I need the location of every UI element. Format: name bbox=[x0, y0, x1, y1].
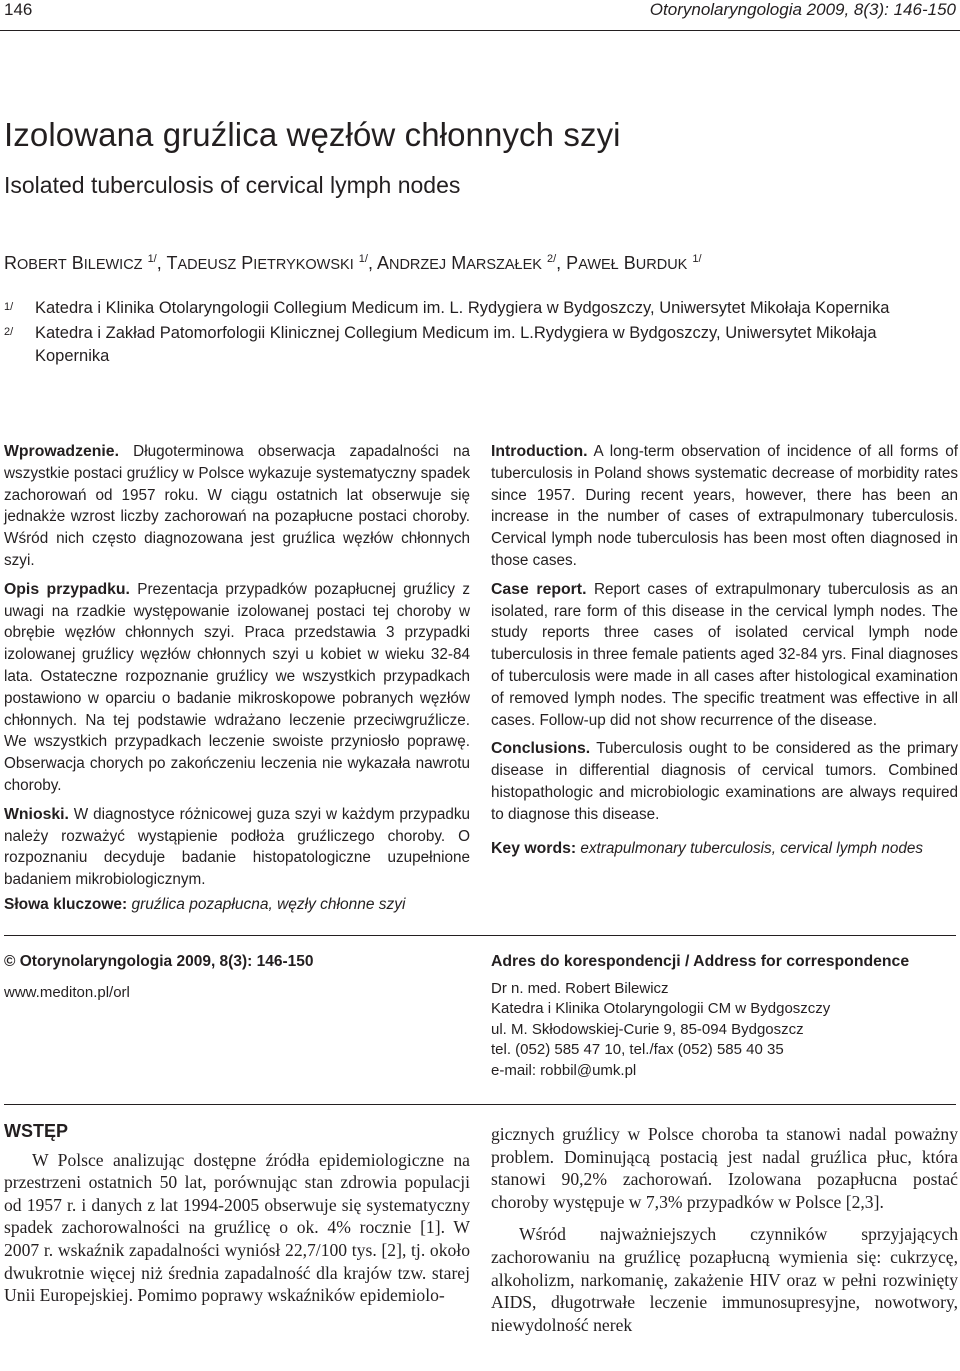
abstract-conclusions: Conclusions. Tuberculosis ought to be considered as the primary disease in differential diagnosis of cervical tumors. Combined histopathologic and microbiologic examinations are always required to diagnose this disease. bbox=[491, 740, 958, 823]
abstract-intro: Wprowadzenie. Długoterminowa obserwacja zapadalności na wszystkie postaci gruźlicy w Polsce wykazuje systematyczny spadek zachorowań od 1957 roku. W ciągu ostatnich lat obserwuje się jednakże wzrost liczby zachorowań na pozapłucne postaci choroby. Wśród nich często diagnozowana jest gruźlica węzłów chłonnych szyi. bbox=[4, 443, 470, 569]
abstract-case: Case report. Report cases of extrapulmonary tuberculosis as an isolated, rare form of this disease in the cervical lymph nodes. The study reports three cases of isolated cervical lymph node tuberculosis in three female patients aged 32-84 yrs. Final diagnoses of tuberculosis were made in all cases after histological examination of removed lymph nodes. The specific treatment was effective in all cases. Follow-up did not show recurrence of the disease. bbox=[491, 580, 958, 729]
keywords-english: Key words: extrapulmonary tuberculosis, cervical lymph nodes bbox=[491, 839, 924, 857]
article-title-pl: Izolowana gruźlica węzłów chłonnych szyi bbox=[4, 116, 621, 153]
address-heading: Adres do korespondencji / Address for correspondence bbox=[491, 953, 910, 970]
body-column-right bbox=[491, 1123, 958, 1336]
abstract-conclusions: Wnioski. W diagnostyce różnicowej guza szyi w każdym przypadku należy rozważyć wystąpienie podłoża gruźliczego choroby. O rozpoznaniu decyduje badanie histopatologiczne uzupełnione badaniem mikrobiologicznym. bbox=[4, 805, 470, 889]
abstract-english bbox=[491, 441, 958, 866]
affiliation-text: Katedra i Zakład Patomorfologii Klinicznej Collegium Medicum im. L.Rydygiera w Bydgoszczy, Uniwersytet Mikołaja Kopernika bbox=[35, 324, 877, 365]
author: ANDRZEJ MARSZAŁEK $^{2/}$, bbox=[376, 253, 567, 273]
body-paragraph: W Polsce analizując dostępne źródła epidemiologiczne na przestrzeni ostatnich 50 lat, porównując stan zdrowia populacji od 1957 r. i danych z lat 1994-2005 obserwuje się systematyczny spadek zachorowalności na gruźlicę o ok. 4% rocznie [1]. W 2007 r. wskaźnik zapadalności wyniósł 22,7/100 tys. [2], tj. około dwukrotnie więcej niż średnia zapadalność dla krajów tzw. starej Unii Europejskiej. Pomimo poprawy wskaźników epidemiolo- bbox=[4, 1149, 470, 1306]
affiliation-number: 1/ bbox=[4, 301, 14, 313]
address-line: Katedra i Klinika Otolaryngologii CM w Bydgoszczy bbox=[491, 1000, 831, 1017]
page-number: 146 bbox=[4, 0, 33, 19]
journal-website-link[interactable]: www.mediton.pl/orl bbox=[4, 984, 130, 1001]
correspondence-address bbox=[491, 952, 958, 1081]
section-heading: WSTĘP bbox=[4, 1121, 69, 1141]
abstract-polish bbox=[4, 441, 470, 898]
author-list bbox=[4, 253, 702, 274]
author: ROBERT BILEWICZ $^{1/}$, bbox=[4, 253, 167, 273]
address-line: Dr n. med. Robert Bilewicz bbox=[491, 979, 669, 997]
body-column-left bbox=[4, 1120, 470, 1307]
keywords-polish: Słowa kluczowe: gruźlica pozapłucna, węzły chłonne szyi bbox=[4, 896, 406, 913]
body-paragraph: Wśród najważniejszych czynników sprzyjających zachorowaniu na gruźlicę pozapłucną wymienia się: cukrzycę, alkoholizm, narkomanię, zakażenie HIV oraz w pełni rozwinięty AIDS, długotrwałe leczenie immunosupresyjne, nowotwory, niewydolność nerek bbox=[491, 1224, 958, 1335]
header-rule bbox=[0, 30, 960, 31]
address-line: ul. M. Skłodowskiej-Curie 9, 85-094 Bydgoszcz bbox=[491, 1020, 804, 1038]
journal-reference: Otorynolaryngologia 2009, 8(3): 146-150 bbox=[649, 0, 956, 19]
body-paragraph: gicznych gruźlicy w Polsce choroba ta stanowi nadal poważny problem. Dominującą postacią jest nadal gruźlica płuc, która stanowi 90,2% zachorowań. Izolowana pozapłucna postać choroby występuje w 7,3% przypadków w Polsce [2,3]. bbox=[491, 1124, 958, 1212]
address-email[interactable]: e-mail: robbil@umk.pl bbox=[491, 1061, 637, 1079]
copyright-line: © Otorynolaryngologia 2009, 8(3): 146-150 bbox=[4, 953, 314, 970]
section-rule bbox=[4, 1104, 956, 1105]
article-title-en: Isolated tuberculosis of cervical lymph nodes bbox=[4, 172, 461, 198]
abstract-case: Opis przypadku. Prezentacja przypadków pozapłucnej gruźlicy z uwagi na rzadkie występowanie izolowanej postaci tej choroby w obrębie węzłów chłonnych szyi. Praca przedstawia 3 przypadki izolowanej gruźlicy węzłów chłonnych szyi u kobiet w wieku 32-84 lata. Ostateczne rozpoznanie gruźlicy we wszystkich przypadkach postawiono w oparciu o badanie mikroskopowe pobranych węzłów chłonnych. Na tej podstawie wdrażano leczenie przeciwgruźlicze. We wszystkich przypadkach leczenie swoiste przyniosło poprawę. Obserwacja chorych po zakończeniu leczenia nie wykazała nawrotu choroby. bbox=[4, 580, 470, 794]
affiliation-text: Katedra i Klinika Otolaryngologii Collegium Medicum im. L. Rydygiera w Bydgoszczy, Uniwersytet Mikołaja Kopernika bbox=[35, 299, 890, 317]
section-rule bbox=[4, 935, 956, 936]
abstract-intro: Introduction. A long-term observation of incidence of all forms of tuberculosis in Poland shows systematic decrease of morbidity rates since 1957. During recent years, however, there has been an increase in the number of cases of extrapulmonary tuberculosis. Cervical lymph node tuberculosis has been most often diagnosed in those cases. bbox=[491, 443, 958, 569]
affiliation-number: 2/ bbox=[4, 326, 14, 338]
author: TADEUSZ PIETRYKOWSKI $^{1/}$, bbox=[166, 253, 377, 273]
author: PAWEŁ BURDUK $^{1/}$ bbox=[566, 253, 702, 273]
address-line: tel. (052) 585 47 10, tel./fax (052) 585 40 35 bbox=[491, 1041, 784, 1058]
